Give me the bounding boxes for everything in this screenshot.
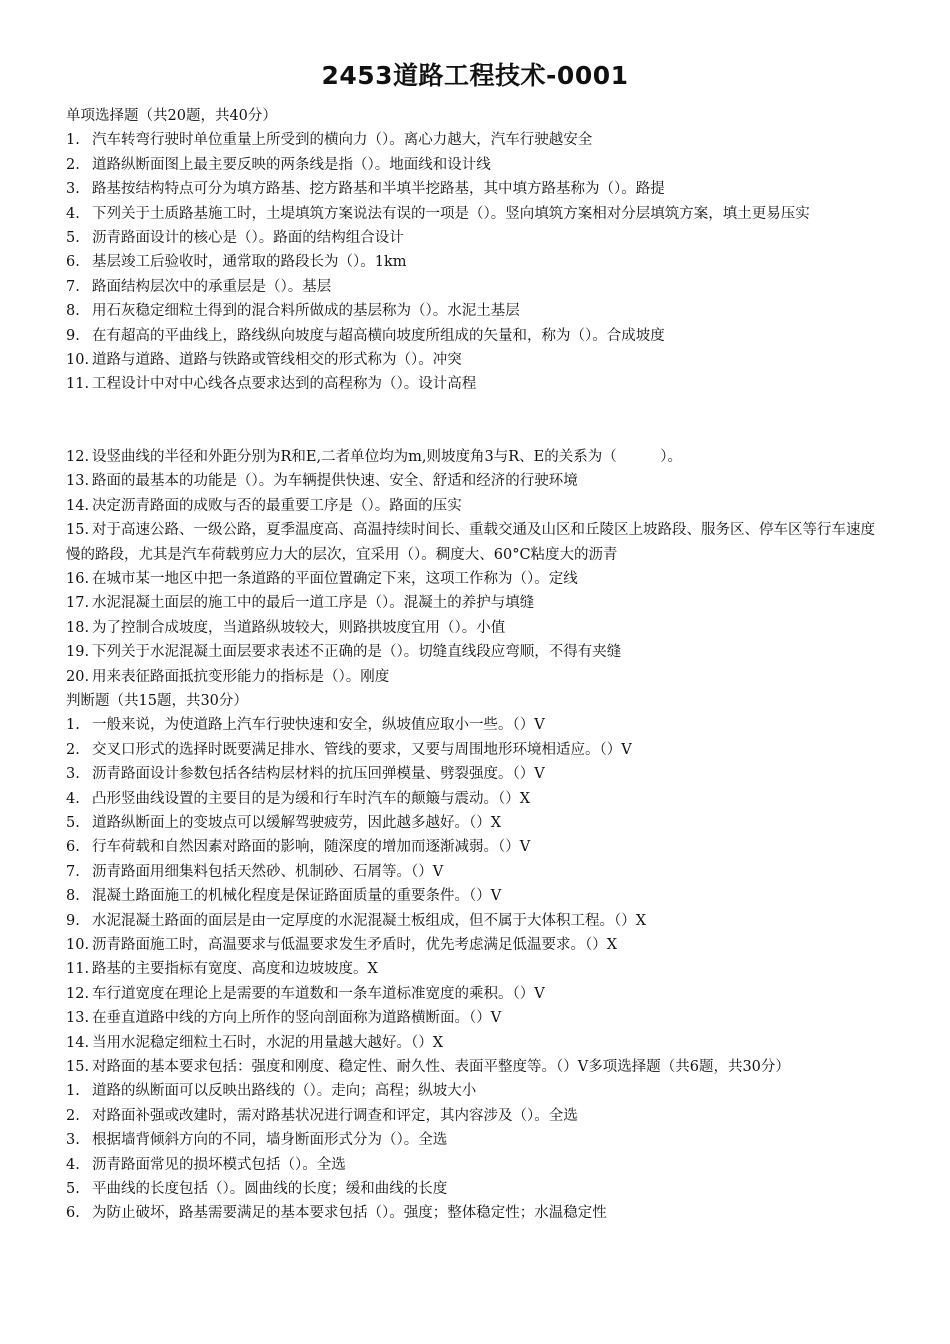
section-header: 单项选择题（共20题，共40分） — [66, 108, 277, 124]
list-item: 1. 一般来说，为使道路上汽车行驶快速和安全，纵坡值应取小一些。（）V — [66, 717, 545, 734]
list-item: 11. 工程设计中对中心线各点要求达到的高程称为（）。设计高程 — [66, 376, 477, 393]
list-item: 6. 为防止破坏，路基需要满足的基本要求包括（）。强度；整体稳定性；水温稳定性 — [66, 1205, 607, 1222]
list-item: 3. 根据墙背倾斜方向的不同，墙身断面形式分为（）。全选 — [66, 1132, 448, 1149]
list-item: 15. 对于高速公路、一级公路，夏季温度高、高温持续时间长、重载交通及山区和丘陵区上坡路段、服务区、停车区等行车速度慢的路段，尤其是汽车荷载剪应力大的层次，宜采用（）。稠度大、60°C粘度大的沥青 — [66, 522, 875, 563]
list-item: 16. 在城市某一地区中把一条道路的平面位置确定下来，这项工作称为（）。定线 — [66, 570, 578, 587]
section-true-false — [66, 689, 886, 1080]
list-item: 12. 设竖曲线的半径和外距分别为R和E,二者单位均为m,则坡度角3与R、E的关系为（ ）。 — [66, 448, 682, 465]
list-item: 5. 道路纵断面上的变坡点可以缓解驾驶疲劳，因此越多越好。（）X — [66, 814, 502, 831]
list-item: 11. 路基的主要指标有宽度、高度和边坡坡度。X — [66, 961, 378, 978]
list-item: 3. 路基按结构特点可分为填方路基、挖方路基和半填半挖路基，其中填方路基称为（）。路提 — [66, 181, 665, 198]
list-item: 3. 沥青路面设计参数包括各结构层材料的抗压回弹模量、劈裂强度。（）V — [66, 766, 545, 783]
section-header: 判断题（共15题，共30分） — [66, 692, 248, 709]
list-item: 4. 沥青路面常见的损坏模式包括（）。全选 — [66, 1156, 346, 1173]
list-item: 5. 沥青路面设计的核心是（）。路面的结构组合设计 — [66, 230, 404, 247]
section-multiple-choice — [66, 1079, 886, 1225]
list-item: 2. 道路纵断面图上最主要反映的两条线是指（）。地面线和设计线 — [66, 156, 491, 173]
list-item: 9. 在有超高的平曲线上，路线纵向坡度与超高横向坡度所组成的矢量和，称为（）。合成坡度 — [66, 327, 665, 344]
list-item: 18. 为了控制合成坡度，当道路纵坡较大，则路拱坡度宜用（）。小值 — [66, 619, 506, 636]
list-item: 2. 交叉口形式的选择时既要满足排水、管线的要求，又要与周围地形环境相适应。（）V — [66, 741, 632, 758]
list-item: 9. 水泥混凝土路面的面层是由一定厚度的水泥混凝土板组成，但不属于大体积工程。（）X — [66, 912, 647, 929]
list-item: 17. 水泥混凝土面层的施工中的最后一道工序是（）。混凝土的养护与填缝 — [66, 595, 535, 612]
list-item: 14. 当用水泥稳定细粒土石时，水泥的用量越大越好。（）X — [66, 1034, 444, 1051]
list-item: 10. 道路与道路、道路与铁路或管线相交的形式称为（）。冲突 — [66, 352, 462, 369]
blank-gap — [66, 397, 886, 445]
section-single-choice — [66, 104, 886, 689]
page-title: 2453道路工程技术-0001 — [321, 61, 629, 90]
list-item: 19. 下列关于水泥混凝土面层要求表述不正确的是（）。切缝直线段应弯顺，不得有夹缝 — [66, 644, 622, 661]
list-item: 10. 沥青路面施工时，高温要求与低温要求发生矛盾时，优先考虑满足低温要求。（）X — [66, 937, 618, 953]
list-item: 13. 路面的最基本的功能是（）。为车辆提供快速、安全、舒适和经济的行驶环境 — [66, 473, 578, 490]
document-body — [66, 104, 886, 1226]
list-item: 20. 用来表征路面抵抗变形能力的指标是（）。刚度 — [66, 668, 390, 685]
list-item: 2. 对路面补强或改建时，需对路基状况进行调查和评定，其内容涉及（）。全选 — [66, 1107, 578, 1124]
list-item: 8. 混凝土路面施工的机械化程度是保证路面质量的重要条件。（）V — [66, 888, 502, 905]
list-item: 8. 用石灰稳定细粒土得到的混合料所做成的基层称为（）。水泥土基层 — [66, 303, 520, 320]
list-item: 15. 对路面的基本要求包括：强度和刚度、稳定性、耐久性、表面平整度等。（）V多项选择题（共6题，共30分） — [66, 1059, 790, 1076]
list-item: 7. 沥青路面用细集料包括天然砂、机制砂、石屑等。（）V — [66, 863, 444, 880]
list-item: 14. 决定沥青路面的成败与否的最重要工序是（）。路面的压实 — [66, 497, 462, 514]
list-item: 1. 汽车转弯行驶时单位重量上所受到的横向力（）。离心力越大，汽车行驶越安全 — [66, 132, 593, 149]
list-item: 12. 车行道宽度在理论上是需要的车道数和一条车道标准宽度的乘积。（）V — [66, 985, 545, 1002]
list-item: 1. 道路的纵断面可以反映出路线的（）。走向；高程；纵坡大小 — [66, 1083, 477, 1100]
list-item: 6. 基层竣工后验收时，通常取的路段长为（）。1km — [66, 254, 407, 271]
list-item: 13. 在垂直道路中线的方向上所作的竖向剖面称为道路横断面。（）V — [66, 1010, 502, 1027]
list-item: 4. 下列关于土质路基施工时，土堤填筑方案说法有误的一项是（）。竖向填筑方案相对分层填筑方案，填土更易压实 — [66, 205, 810, 222]
list-item: 5. 平曲线的长度包括（）。圆曲线的长度；缓和曲线的长度 — [66, 1181, 448, 1198]
list-item: 6. 行车荷载和自然因素对路面的影响，随深度的增加而逐渐减弱。（）V — [66, 839, 531, 856]
list-item: 7. 路面结构层次中的承重层是（）。基层 — [66, 278, 332, 295]
list-item: 4. 凸形竖曲线设置的主要目的是为缓和行车时汽车的颠簸与震动。（）X — [66, 790, 531, 807]
